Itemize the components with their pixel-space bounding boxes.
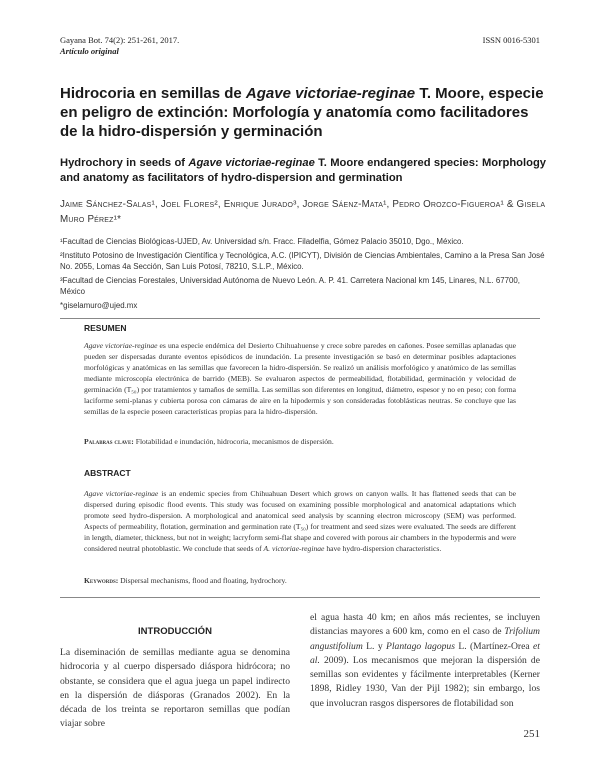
title-en-part2: T. Moore endangered species: Morphology and anatomy as facilitators of hydro-dispersion and germination <box>60 157 546 184</box>
abstract-body <box>84 488 516 554</box>
title-en-part1: Hydrochory in seeds of <box>60 157 189 169</box>
resumen-keywords <box>84 436 516 447</box>
divider-bottom <box>60 597 540 598</box>
intro-right-c: L. (Martínez-Orea <box>454 640 534 652</box>
abstract-text-2: have hydro-dispersion characteristics. <box>324 544 442 553</box>
article-type: Artículo original <box>60 46 119 56</box>
title-es-species: Agave victoriae-reginae <box>245 85 416 102</box>
affiliation-1: ¹Facultad de Ciencias Biológicas-UJED, Av. Universidad s/n. Fracc. Filadelfia, Gómez Palacio 35010, Dgo., México. <box>60 237 464 246</box>
intro-species-1: Trifolium angustifolium <box>310 626 540 652</box>
intro-species-2: Plantago lagopus <box>386 640 455 652</box>
intro-right-b: L. y <box>362 640 386 652</box>
intro-heading: INTRODUCCIÓN <box>138 626 212 637</box>
intro-right-d: 2009). Los mecanismos que mejoran la dispersión de semillas son evidentes y fácilmente interpretables (Kerner 1898, Ridley 1930, Van der Pijl 1982); sin embargo, los que involucran rasgos dispersores de flotabilidad son <box>310 654 540 709</box>
intro-left-column: La diseminación de semillas mediante agua se denomina hidrocoria y al cuerpo dispersado diáspora hidrócora; no obstante, se considera que el agua juega un papel indirecto en la dispersión de diásporas (Granados 2002). En la década de los treinta se reportaron semillas que podían viajar sobre <box>60 647 290 730</box>
intro-et-al: et al. <box>310 640 540 666</box>
title-es-part1: Hidrocoria en semillas de <box>60 85 246 102</box>
abstract-species-short: A. victoriae-reginae <box>263 544 325 553</box>
author-list: Jaime Sánchez-Salas¹, Joel Flores², Enrique Jurado³, Jorge Sáenz-Mata¹, Pedro Orozco-Figueroa¹ & Gisela Muro Pérez¹* <box>60 199 546 225</box>
journal-citation: Gayana Bot. 74(2): 251-261, 2017. <box>60 35 180 45</box>
abstract-keywords-label: Keywords: <box>84 576 119 585</box>
resumen-body <box>84 340 516 417</box>
affiliation-2: ²Instituto Potosino de Investigación Científica y Tecnológica, A.C. (IPICYT), División de Ciencias Ambientales, Camino a la Presa San José No. 2055, Lomas 4a Sección, San Luis Potosí, 78210, S.L.P., México. <box>60 251 545 271</box>
abstract-keywords-text: Dispersal mechanisms, flood and floating, hydrochory. <box>118 576 287 585</box>
affiliations <box>60 236 546 314</box>
intro-right-column <box>310 611 540 711</box>
title-en-species: Agave victoriae-reginae <box>188 157 315 169</box>
affiliation-3: ³Facultad de Ciencias Forestales, Universidad Autónoma de Nuevo León. A. P. 41. Carretera Nacional km 145, Linares, N.L. 67700, México <box>60 276 520 296</box>
resumen-text: es una especie endémica del Desierto Chihuahuense y crece sobre paredes en cañones. Posee semillas aplanadas que pueden ser dispersadas durante eventos episódicos de inundación. La presente investigación se basó en determinar posibles adaptaciones morfológicas y anatómicas en las semillas que favorecen la hidro-dispersión. Se realizó un análisis morfológico y anatómico de las semillas mediante microscopía electrónica de barrido (MEB). Se evaluaron aspectos de permeabilidad, flotabilidad, germinación y velocidad de germinación (T₅₀) por tratamientos y tamaños de semilla. Las semillas son diferentes en longitud, diámetro, espesor y no en peso; con forma laciforme semi-planas y cubierta porosa con cámaras de aire en la hipodermis y son consideradas fotoblásticas neutras. Se concluye que las semillas de la especie poseen características propias para la hidro-dispersión. <box>84 341 516 416</box>
page-number: 251 <box>523 728 540 740</box>
running-header <box>60 35 179 57</box>
resumen-heading: RESUMEN <box>84 323 127 333</box>
abstract-text-1: is an endemic species from Chihuahuan Desert which grows on canyon walls. It has flattened seeds that can be dispersed during episodic flood events. This study was focused on examining possible morphological and anatomical adaptations which promote seed hydro-dispersion. A morphological and anatomical seed analysis by scanning electron microscopy (SEM) was performed. Aspects of permeability, flotation, germination and germination rate (T₅₀) for treatment and seed sizes were evaluated. The seeds are different in length, diameter, thickness, but not in weight; lacryform semi-flat shape and covered with porous air chambers in the hypodermis and were considered neutral photoblastic. We conclude that seeds of <box>84 489 516 553</box>
issn: ISSN 0016-5301 <box>482 35 540 45</box>
resumen-species: Agave victoriae-reginae <box>84 341 158 350</box>
intro-right-a: el agua hasta 40 km; en años más recientes, se incluyen distancias mayores a 600 km, como en el caso de <box>310 612 540 638</box>
abstract-keywords <box>84 575 516 586</box>
corresponding-email[interactable]: *giselamuro@ujed.mx <box>60 301 138 310</box>
divider-top <box>60 318 540 319</box>
title-spanish <box>60 84 546 141</box>
abstract-species: Agave victoriae-reginae <box>84 489 159 498</box>
title-english <box>60 156 546 185</box>
resumen-keywords-label: Palabras clave: <box>84 437 134 446</box>
resumen-keywords-text: Flotabilidad e inundación, hidrocoria, mecanismos de dispersión. <box>133 437 334 446</box>
title-es-part2: T. Moore, especie en peligro de extinción: Morfología y anatomía como facilitadores de la hidro-dispersión y germinación <box>60 85 544 140</box>
abstract-heading: ABSTRACT <box>84 468 131 478</box>
